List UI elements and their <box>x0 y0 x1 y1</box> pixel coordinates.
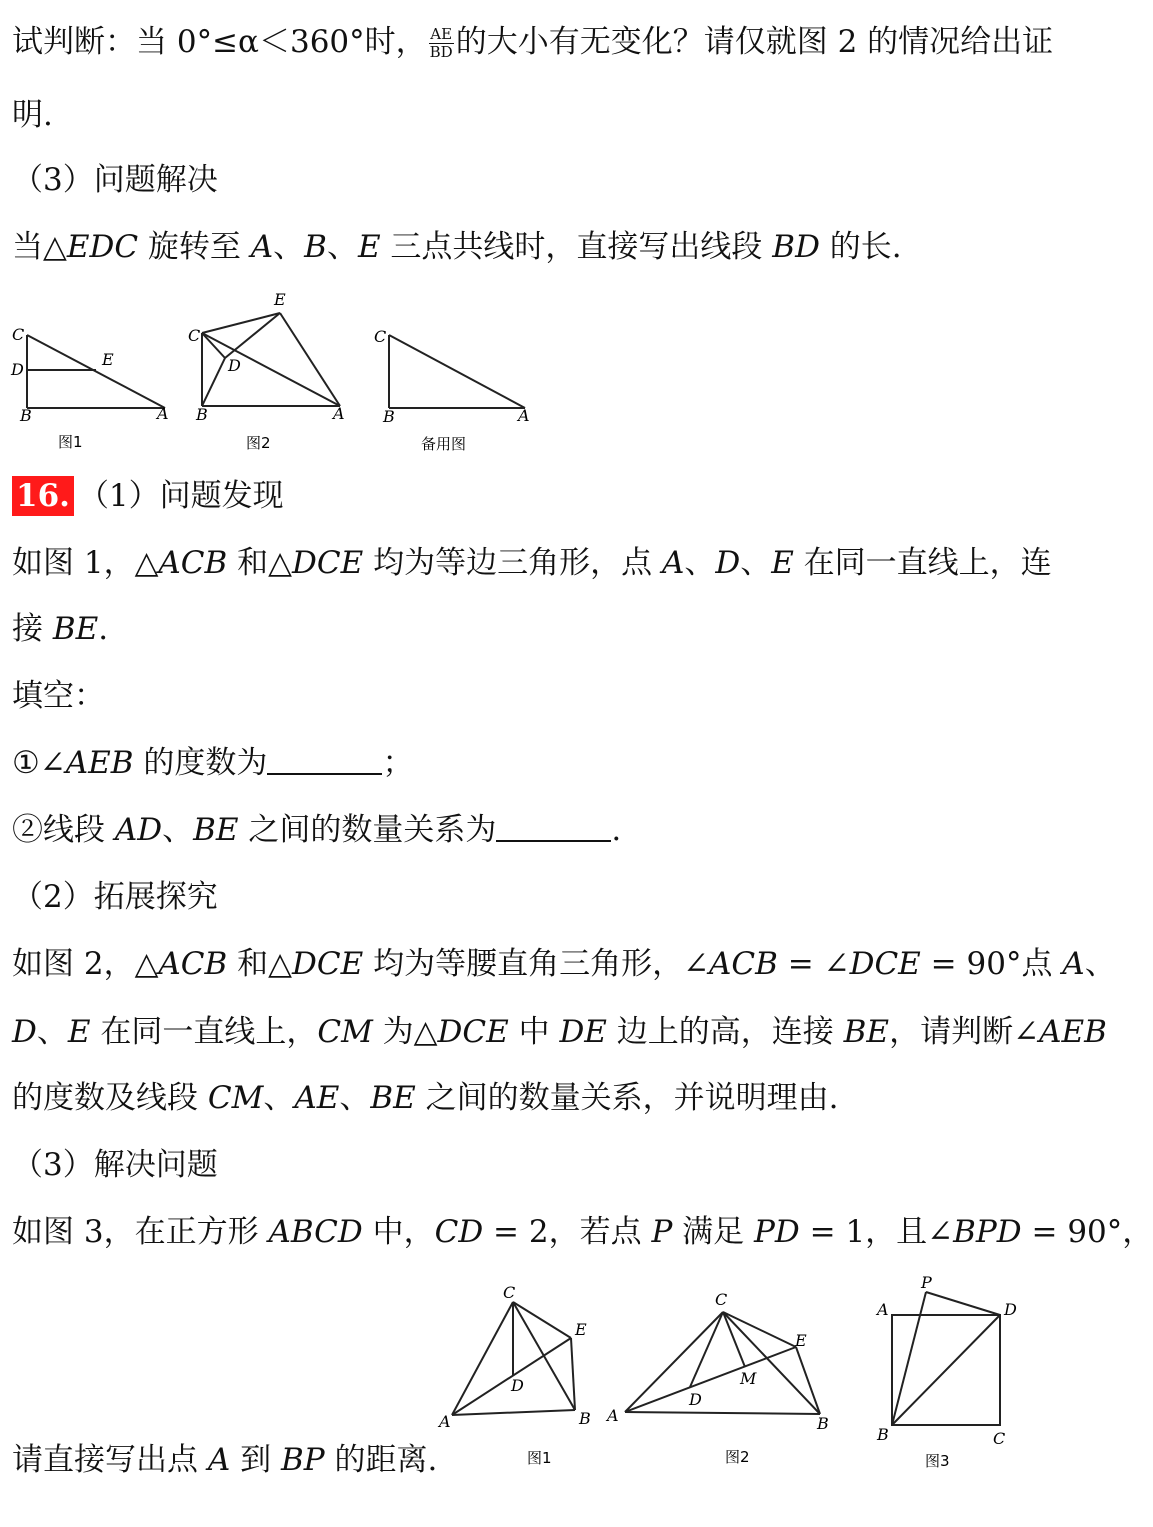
segment-pd <box>926 1292 1000 1315</box>
label-a: A <box>439 1412 451 1431</box>
segment-ca <box>202 333 340 406</box>
label-d: D <box>11 360 24 379</box>
figure-caption: 图1 <box>527 1449 552 1467</box>
q16-fill-label: 填空： <box>12 678 105 714</box>
q16-figure-1 <box>435 1280 600 1475</box>
q16-part2-line3: 的度数及线段 CM、AE、BE 之间的数量关系，并说明理由. <box>12 1080 839 1116</box>
label-p: P <box>921 1273 932 1292</box>
q16-item2: ②线段 AD、BE 之间的数量关系为 . <box>12 812 622 848</box>
segment-ab <box>452 1410 575 1415</box>
label-m: M <box>740 1369 757 1388</box>
segment-eb <box>796 1347 820 1414</box>
label-c: C <box>12 325 25 344</box>
label-c: C <box>993 1429 1006 1448</box>
prev-figure-3 <box>365 315 545 460</box>
label-b: B <box>196 405 208 424</box>
label-e: E <box>274 290 286 309</box>
segment-ca <box>27 335 165 408</box>
label-c: C <box>715 1290 728 1309</box>
q16-part3-title: （3）解决问题 <box>12 1147 218 1183</box>
q16-part1-line1: 如图 1，△ACB 和△DCE 均为等边三角形，点 A、D、E 在同一直线上，连 <box>12 545 1052 581</box>
segment-bd <box>202 358 225 406</box>
q16-figure-2 <box>600 1285 840 1475</box>
label-d: D <box>1004 1300 1017 1319</box>
q16-part2-title: （2）拓展探究 <box>12 879 218 915</box>
answer-blank-1[interactable] <box>267 745 382 775</box>
prev-part3-title: （3）问题解决 <box>12 162 218 198</box>
segment-ca <box>452 1302 513 1415</box>
label-a: A <box>157 404 169 423</box>
label-d: D <box>228 356 241 375</box>
figure-caption: 备用图 <box>421 435 467 453</box>
label-b: B <box>20 406 32 425</box>
segment-ae <box>625 1347 796 1412</box>
fraction-ae-bd: $\frac{AE}{BD}$ <box>429 25 453 61</box>
q16-part2-line1: 如图 2，△ACB 和△DCE 均为等腰直角三角形，∠ACB = ∠DCE = 90°点 A、 <box>12 946 1116 982</box>
q16-part1-line2: 接 BE. <box>12 611 109 647</box>
segment-ea <box>280 313 340 406</box>
segment-ab <box>625 1412 820 1414</box>
label-e: E <box>102 350 114 369</box>
segment-eb <box>571 1338 575 1410</box>
label-e: E <box>795 1331 807 1350</box>
prev-part3-text: 当△EDC 旋转至 A、B、E 三点共线时，直接写出线段 BD 的长. <box>12 229 902 265</box>
answer-blank-2[interactable] <box>496 812 611 842</box>
label-a: A <box>333 404 345 423</box>
figure-caption: 图3 <box>925 1452 950 1470</box>
segment-bd <box>892 1315 1000 1425</box>
prev-question-line2: 明. <box>12 97 53 133</box>
prev-figure-2 <box>185 285 360 460</box>
prev-question-line1: 试判断：当 0°≤α＜360°时， $\frac{AE}{BD}$ 的大小有无变化？请仅就图 2 的情况给出证 <box>12 24 1054 61</box>
label-c: C <box>503 1283 516 1302</box>
label-b: B <box>877 1425 889 1444</box>
label-c: C <box>374 327 387 346</box>
segment-ca <box>625 1312 723 1412</box>
label-b: B <box>579 1409 591 1428</box>
q16-item1: ①∠AEB 的度数为 ； <box>12 745 414 781</box>
label-e: E <box>575 1320 587 1339</box>
label-d: D <box>689 1390 702 1409</box>
label-a: A <box>877 1300 889 1319</box>
q16-header: 16. （1）问题发现 <box>12 476 284 516</box>
label-a: A <box>518 406 530 425</box>
figure-caption: 图2 <box>246 434 271 452</box>
q16-part3-line1: 如图 3，在正方形 ABCD 中，CD = 2，若点 P 满足 PD = 1，且∠BPD = 90°， <box>12 1214 1153 1250</box>
segment-ca <box>389 335 525 408</box>
q16-figure-3 <box>865 1270 1035 1480</box>
question-number-badge: 16. <box>12 476 74 516</box>
segment-cb <box>723 1312 820 1414</box>
figure-caption: 图1 <box>58 433 83 451</box>
label-d: D <box>511 1376 524 1395</box>
label-a: A <box>607 1406 619 1425</box>
segment-bp <box>892 1292 926 1425</box>
segment-cd <box>202 333 225 358</box>
label-b: B <box>383 407 395 426</box>
q16-part2-line2: D、E 在同一直线上，CM 为△DCE 中 DE 边上的高，连接 BE，请判断∠AEB <box>12 1014 1107 1050</box>
prev-figure-1 <box>0 315 190 460</box>
label-b: B <box>817 1414 829 1433</box>
q16-part3-line2: 请直接写出点 A 到 BP 的距离. <box>12 1442 438 1478</box>
segment-ce <box>513 1302 571 1338</box>
label-c: C <box>188 326 201 345</box>
figure-caption: 图2 <box>725 1448 750 1466</box>
